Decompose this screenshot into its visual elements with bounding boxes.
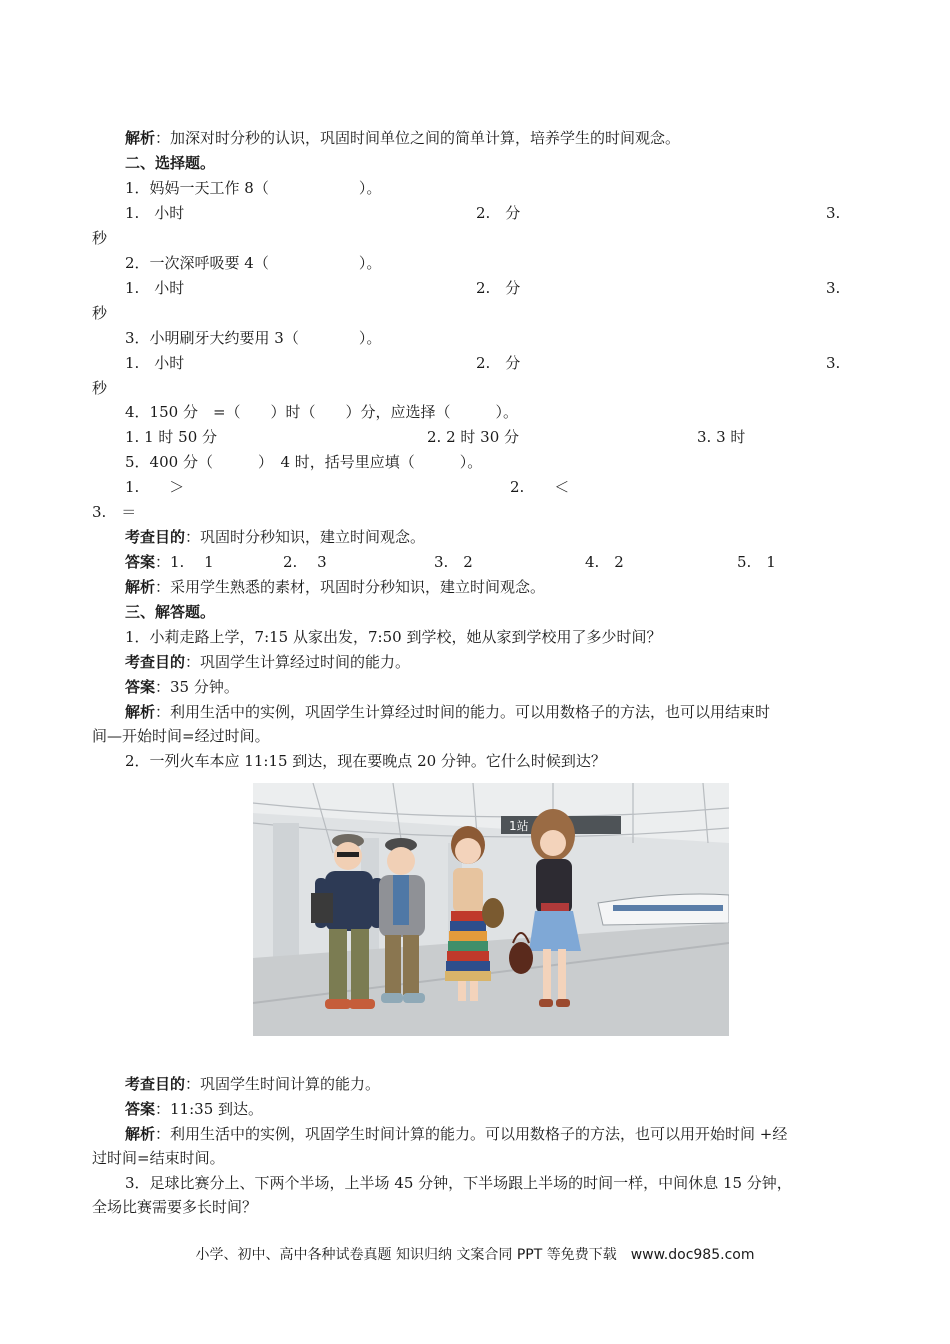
answer-label: 答案 [125, 678, 156, 696]
q2-option-3: 3. [826, 279, 841, 297]
q1-option-1: 1. 小时 [125, 204, 185, 222]
question-3-stem: 3．小明刷牙大约要用 3（ ）。 [125, 329, 382, 347]
p2-analysis-cont: 过时间=结束时间。 [92, 1149, 225, 1167]
q4-option-3: 3. 3 时 [697, 428, 746, 446]
answer-label: 答案 [125, 553, 156, 571]
answer-text: ：11:35 到达。 [155, 1100, 264, 1118]
question-2-stem: 2．一次深呼吸要 4（ ）。 [125, 254, 382, 272]
question-1-stem: 1．妈妈一天工作 8（ ）。 [125, 179, 382, 197]
analysis-text: ：利用生活中的实例，巩固学生计算经过时间的能力。可以用数格子的方法，也可以用结束时 [155, 703, 771, 721]
p1-answer [125, 677, 239, 697]
purpose-label: 考查目的 [125, 528, 186, 546]
q2-option-1: 1. 小时 [125, 279, 185, 297]
purpose-text: ：巩固时分秒知识，建立时间观念。 [185, 528, 426, 546]
analysis-label: 解析 [125, 1125, 156, 1143]
q2-option-2: 2. 分 [476, 279, 521, 297]
answer-5: 5. 1 [737, 553, 776, 571]
answer-label: 答案 [125, 1100, 156, 1118]
analysis-text: ：加深对时分秒的认识，巩固时间单位之间的简单计算，培养学生的时间观念。 [155, 129, 681, 147]
answer-3: 3. 2 [434, 553, 473, 571]
q3-option-3-text: 秒 [92, 379, 108, 397]
analysis-label: 解析 [125, 578, 156, 596]
q3-option-3: 3. [826, 354, 841, 372]
section-heading-solve: 三、解答题。 [125, 603, 216, 621]
section-heading-choice: 二、选择题。 [125, 154, 216, 172]
problem-2-question: 2．一列火车本应 11:15 到达，现在要晚点 20 分钟。它什么时候到达？ [125, 752, 606, 770]
problem-3-question: 3．足球比赛分上、下两个半场，上半场 45 分钟，下半场跟上半场的时间一样，中间休息 15 分钟， [125, 1174, 792, 1192]
p2-answer [125, 1099, 263, 1119]
analysis-text: ：采用学生熟悉的素材，巩固时分秒知识，建立时间观念。 [155, 578, 546, 596]
q3-option-2: 2. 分 [476, 354, 521, 372]
analysis-paragraph-2 [125, 577, 545, 597]
train-station-illustration [253, 783, 729, 1036]
q4-option-1: 1. 1 时 50 分 [125, 428, 218, 446]
page-footer: 小学、初中、高中各种试卷真题 知识归纳 文案合同 PPT 等免费下载 www.doc985.com [195, 1247, 755, 1263]
q3-option-1: 1. 小时 [125, 354, 185, 372]
q1-option-3: 3. [826, 204, 841, 222]
purpose-paragraph [125, 527, 425, 547]
p2-purpose [125, 1074, 380, 1094]
q5-option-2: 2. ＜ [510, 478, 570, 496]
purpose-text: ：巩固学生计算经过时间的能力。 [185, 653, 411, 671]
analysis-text: ：利用生活中的实例，巩固学生时间计算的能力。可以用数格子的方法，也可以用开始时间 +经 [155, 1125, 788, 1143]
answer-4: 4. 2 [585, 553, 624, 571]
question-5-stem: 5．400 分（ ） 4 时，括号里应填（ ）。 [125, 453, 483, 471]
q5-option-3: 3. ＝ [92, 503, 137, 521]
station-sign-text: 1站 [509, 819, 529, 833]
analysis-label: 解析 [125, 703, 156, 721]
q2-option-3-text: 秒 [92, 304, 108, 322]
answer-row [125, 552, 214, 572]
analysis-label: 解析 [125, 129, 156, 147]
purpose-label: 考查目的 [125, 1075, 186, 1093]
p1-purpose [125, 652, 410, 672]
q1-option-2: 2. 分 [476, 204, 521, 222]
answer-text: ：35 分钟。 [155, 678, 239, 696]
problem-1-question: 1．小莉走路上学，7:15 从家出发，7:50 到学校，她从家到学校用了多少时间？ [125, 628, 662, 646]
analysis-paragraph [125, 128, 680, 148]
p1-analysis [125, 702, 770, 722]
p2-analysis [125, 1124, 787, 1144]
purpose-label: 考查目的 [125, 653, 186, 671]
question-4-stem: 4．150 分 =（ ）时（ ）分，应选择（ ）。 [125, 403, 519, 421]
p1-analysis-cont: 间—开始时间=经过时间。 [92, 727, 270, 745]
answer-1: ：1. 1 [155, 553, 214, 571]
q4-option-2: 2. 2 时 30 分 [427, 428, 520, 446]
purpose-text: ：巩固学生时间计算的能力。 [185, 1075, 381, 1093]
q1-option-3-text: 秒 [92, 229, 108, 247]
q5-option-1: 1. ＞ [125, 478, 185, 496]
answer-2: 2. 3 [283, 553, 327, 571]
problem-3-question-cont: 全场比赛需要多长时间？ [92, 1198, 258, 1216]
